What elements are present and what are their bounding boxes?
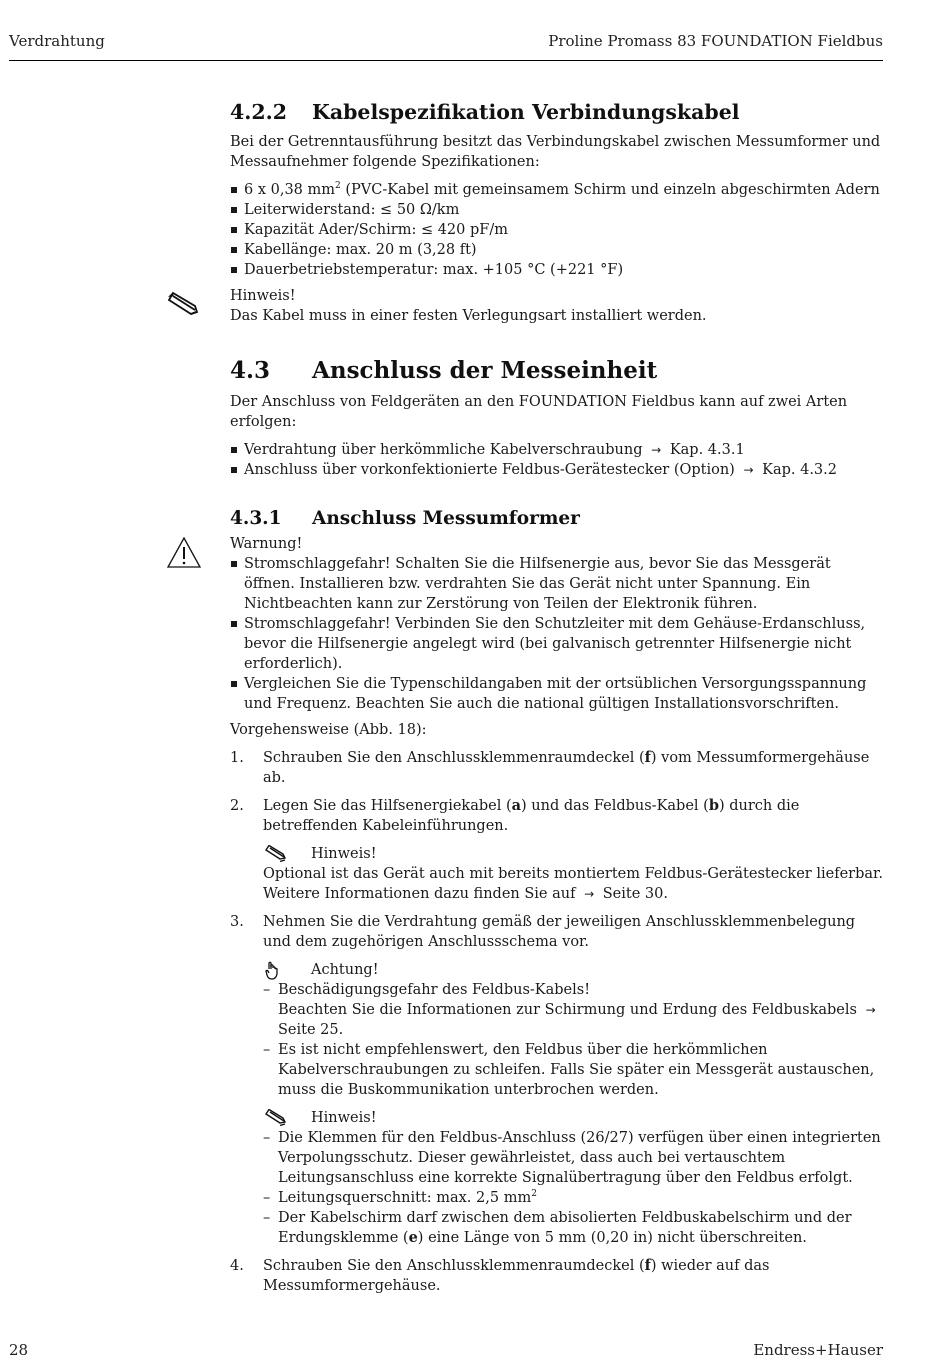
step-number: 4.	[230, 1258, 244, 1274]
pencil-note-icon	[263, 1109, 311, 1127]
arrow-right-icon: →	[865, 1003, 876, 1017]
step-item	[230, 796, 885, 904]
step-text: ) vom Messumformergehäuse ab.	[263, 750, 870, 786]
section-title: Anschluss der Messeinheit	[312, 357, 658, 384]
section-title: Kabelspezifikation Verbindungskabel	[312, 100, 740, 124]
list-item: Dauerbetriebstemperatur: max. +105 °C (+221 °F)	[230, 260, 885, 280]
step-item	[230, 748, 885, 788]
caution-title: Achtung!	[311, 962, 379, 978]
list-item: Stromschlaggefahr! Verbinden Sie den Schutzleiter mit dem Gehäuse-Erdanschluss, bevor die Hilfsenergie angelegt wird (bei galvanisch getrennter Hilfsenergie nicht erforderlich).	[230, 614, 885, 674]
procedure-label: Vorgehensweise (Abb. 18):	[230, 722, 427, 738]
step-text: ) wieder auf das Messumformergehäuse.	[263, 1258, 770, 1294]
note-block	[230, 286, 885, 326]
list-item-text: Der Kabelschirm darf zwischen dem abisolierten Feldbuskabelschirm und der Erdungsklemme (	[278, 1210, 852, 1246]
arrow-right-icon: →	[584, 887, 595, 901]
footer-brand: Endress+Hauser	[753, 1341, 883, 1359]
arrow-right-icon: →	[743, 463, 754, 477]
list-item	[230, 460, 885, 480]
list-item: Leiterwiderstand: ≤ 50 Ω/km	[230, 200, 885, 220]
step-text-bold: f	[644, 749, 651, 766]
paragraph: Der Anschluss von Feldgeräten an den FOUNDATION Fieldbus kann auf zwei Arten erfolgen:	[230, 394, 848, 430]
pencil-note-icon	[263, 845, 311, 863]
list-item-text: Anschluss über vorkonfektionierte Feldbus-Gerätestecker (Option)	[244, 462, 735, 478]
paragraph: Bei der Getrenntausführung besitzt das Verbindungskabel zwischen Messumformer und Messaufnehmer folgende Spezifikationen:	[230, 134, 881, 170]
note-title: Hinweis!	[311, 1110, 377, 1126]
header-rule	[9, 60, 883, 61]
list-item: – Die Klemmen für den Feldbus-Anschluss (26/27) verfügen über einen integrierten Verpolungsschutz. Dieser gewährleistet, dass auch bei vertauschtem Leitungsanschluss eine korrekte Signalübertragung über den Feldbus erfolgt.	[263, 1128, 885, 1188]
list-item-text: Beachten Sie die Informationen zur Schirmung und Erdung des Feldbuskabels	[278, 1002, 857, 1018]
list-item	[263, 1188, 885, 1208]
list-item-bold: e	[408, 1229, 418, 1246]
list-item	[230, 180, 885, 200]
cross-reference-link[interactable]: Kap. 4.3.1	[669, 442, 745, 458]
list-item-text: 6 x 0,38 mm	[244, 182, 336, 198]
list-item	[263, 1208, 885, 1248]
section-number: 4.3.1	[230, 508, 282, 529]
step-text: Nehmen Sie die Verdrahtung gemäß der jeweiligen Anschlussklemmenbelegung und dem zugehörigen Anschlussschema vor.	[263, 914, 856, 950]
list-item: – Es ist nicht empfehlenswert, den Feldbus über die herkömmlichen Kabelverschraubungen zu schleifen. Falls Sie später ein Messgerät austauschen, muss die Buskommunikation unterbrochen werden.	[263, 1040, 885, 1100]
section-title: Anschluss Messumformer	[312, 508, 580, 529]
header-section-title: Verdrahtung	[9, 32, 105, 50]
step-text-bold: a	[511, 797, 522, 814]
superscript: 2	[335, 181, 341, 192]
page-number: 28	[9, 1341, 29, 1359]
note-text: Das Kabel muss in einer festen Verlegungsart installiert werden.	[230, 308, 707, 324]
arrow-right-icon: →	[651, 443, 662, 457]
step-text: Legen Sie das Hilfsenergiekabel (	[263, 798, 512, 814]
page-content	[230, 98, 885, 1304]
note-title: Hinweis!	[311, 846, 377, 862]
section-heading-4-2-2	[230, 98, 885, 126]
cross-reference-link[interactable]: Kap. 4.3.2	[762, 462, 837, 478]
warning-triangle-icon	[166, 536, 202, 570]
caution-block	[263, 960, 885, 1100]
step-number: 3.	[230, 914, 244, 930]
list-item: Vergleichen Sie die Typenschildangaben mit der ortsüblichen Versorgungsspannung und Frequenz. Beachten Sie auch die national gültigen Installationsvorschriften.	[230, 674, 885, 714]
header-document-title: Proline Promass 83 FOUNDATION Fieldbus	[548, 32, 883, 50]
list-item-text: Leitungsquerschnitt: max. 2,5 mm	[278, 1190, 532, 1206]
list-item-text: Beschädigungsgefahr des Feldbus-Kabels!	[278, 982, 591, 998]
note-title: Hinweis!	[230, 288, 296, 304]
section-heading-4-3	[230, 356, 885, 386]
cross-reference-link[interactable]: Seite 30.	[602, 886, 668, 902]
section-number: 4.2.2	[230, 100, 288, 124]
step-item	[230, 912, 885, 1248]
cross-reference-link[interactable]: Seite 25.	[278, 1022, 344, 1038]
warning-title: Warnung!	[230, 536, 303, 552]
superscript: 2	[531, 1189, 537, 1200]
pencil-note-icon	[165, 291, 203, 317]
step-text: Schrauben Sie den Anschlussklemmenraumdeckel (	[263, 1258, 645, 1274]
note-block	[263, 1108, 885, 1248]
step-number: 2.	[230, 798, 244, 814]
hand-caution-icon	[263, 960, 311, 980]
step-item	[230, 1256, 885, 1296]
list-item: Kabellänge: max. 20 m (3,28 ft)	[230, 240, 885, 260]
step-text: ) und das Feldbus-Kabel (	[521, 798, 709, 814]
list-item-text: (PVC-Kabel mit gemeinsamem Schirm und einzeln abgeschirmten Adern	[340, 182, 880, 198]
note-text: Optional ist das Gerät auch mit bereits montiertem Feldbus-Gerätestecker lieferbar. Weitere Informationen dazu finden Sie auf	[263, 866, 883, 902]
spec-list	[230, 180, 885, 280]
step-text: ) durch die betreffenden Kabeleinführungen.	[263, 798, 800, 834]
section-number: 4.3	[230, 357, 271, 384]
procedure-steps	[230, 748, 885, 1296]
step-text: Schrauben Sie den Anschlussklemmenraumdeckel (	[263, 750, 645, 766]
warning-list	[230, 554, 885, 714]
section-heading-4-3-1	[230, 506, 885, 532]
note-list	[263, 1128, 885, 1248]
option-list	[230, 440, 885, 480]
note-block	[263, 844, 885, 904]
step-number: 1.	[230, 750, 244, 766]
step-text-bold: f	[644, 1257, 651, 1274]
list-item	[263, 980, 885, 1040]
list-item	[230, 440, 885, 460]
list-item: Stromschlaggefahr! Schalten Sie die Hilfsenergie aus, bevor Sie das Messgerät öffnen. Installieren bzw. verdrahten Sie das Gerät nicht unter Spannung. Ein Nichtbeachten kann zur Zerstörung von Teilen der Elektronik führen.	[230, 554, 885, 614]
caution-list	[263, 980, 885, 1100]
step-text-bold: b	[708, 797, 719, 814]
list-item-text: Verdrahtung über herkömmliche Kabelverschraubung	[244, 442, 643, 458]
list-item-text: ) eine Länge von 5 mm (0,20 in) nicht überschreiten.	[417, 1230, 807, 1246]
list-item: Kapazität Ader/Schirm: ≤ 420 pF/m	[230, 220, 885, 240]
